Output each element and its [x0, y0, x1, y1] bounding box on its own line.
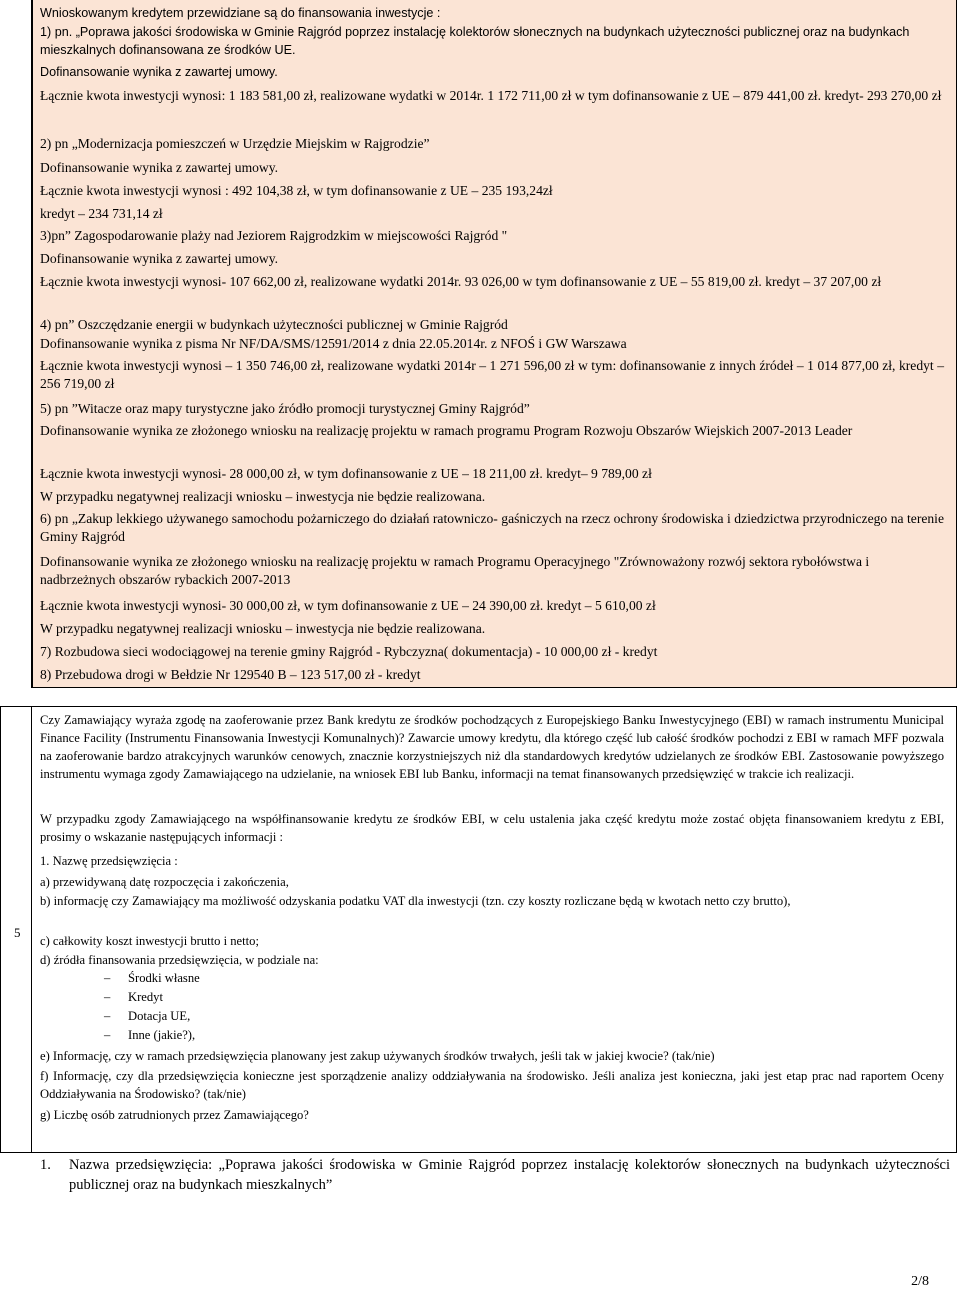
info-item-a: a) przewidywaną datę rozpoczęcia i zakończenia,: [40, 875, 289, 889]
investment-1-funding: Dofinansowanie wynika z zawartej umowy.: [40, 65, 278, 79]
investment-5-title: 5) pn ”Witacze oraz mapy turystyczne jako źródło promocji turystycznej Gminy Rajgród”: [40, 401, 530, 416]
investment-2-funding: Dofinansowanie wynika z zawartej umowy.: [40, 160, 279, 175]
page-number: 2/8: [911, 1274, 929, 1289]
item-text: Nazwa przedsięwzięcia: „Poprawa jakości środowiska w Gminie Rajgród poprzez instalację kolektorów słonecznych na budynkach użyteczności publicznej oraz na budynkach mieszkalnych”: [69, 1157, 950, 1193]
investment-3-amount: Łącznie kwota inwestycji wynosi- 107 662,00 zł, realizowane wydatki 2014r. 93 026,00 w tym dofinansowanie z UE – 55 819,00 zł. kredyt – 37 207,00 zł: [40, 274, 882, 289]
investment-5-amount: Łącznie kwota inwestycji wynosi- 28 000,00 zł, w tym dofinansowanie z UE – 18 211,00 zł. kredyt– 9 789,00 zł: [40, 466, 652, 481]
investment-2-credit: kredyt – 234 731,14 zł: [40, 206, 163, 221]
row-number-cell: [0, 707, 32, 1152]
investment-4-amount: Łącznie kwota inwestycji wynosi – 1 350 746,00 zł, realizowane wydatki 2014r – 1 271 596,00 zł w tym: dofinansowanie z innych źródeł – 1 014 877,00 zł, kredyt – 256 719,00 zł: [40, 358, 944, 391]
ebi-info-request: W przypadku zgody Zamawiającego na współfinansowanie kredytu ze środków EBI, w celu ustalenia jaka część kredytu może zostać objęta finansowaniem kredytu z EBI, prosimy o wskazanie następujących informacji :: [40, 812, 944, 844]
info-item-c: c) całkowity koszt inwestycji brutto i netto;: [40, 934, 259, 948]
investment-7: 7) Rozbudowa sieci wodociągowej na terenie gminy Rajgród - Rybczyzna( dokumentacja) - 10 000,00 zł - kredyt: [40, 644, 658, 659]
info-item-f: f) Informację, czy dla przedsięwzięcia konieczne jest sporządzenie analizy oddziaływania na środowisko. Jeśli analiza jest konieczna, jaki jest etap prac nad raportem Oceny Oddziaływania na Środowisko? (tak/nie): [40, 1069, 944, 1101]
investment-2-amount: Łącznie kwota inwestycji wynosi : 492 104,38 zł, w tym dofinansowanie z UE – 235 193,24zł: [40, 183, 553, 198]
dash-item: – Inne (jakie?),: [104, 1028, 196, 1042]
investment-6-title: 6) pn „Zakup lekkiego używanego samochodu pożarniczego do działań ratowniczo- gaśniczych na rzecz ochrony środowiska i dziedzictwa przyrodniczego na terenie Gminy Rajgród: [40, 511, 944, 544]
info-item-b: b) informację czy Zamawiający ma możliwość odzyskania podatku VAT dla inwestycji (tzn. czy koszty rozliczane będą w kwotach netto czy brutto),: [40, 894, 791, 908]
investment-6-amount: Łącznie kwota inwestycji wynosi- 30 000,00 zł, w tym dofinansowanie z UE – 24 390,00 zł. kredyt – 5 610,00 zł: [40, 598, 656, 613]
dash-item: – Środki własne: [104, 971, 200, 985]
investment-2-title: 2) pn „Modernizacja pomieszczeń w Urzędzie Miejskim w Rajgrodzie”: [40, 136, 430, 151]
info-item-1: 1. Nazwę przedsięwzięcia :: [40, 854, 178, 868]
investment-1-amount: Łącznie kwota inwestycji wynosi: 1 183 581,00 zł, realizowane wydatki w 2014r. 1 172 711,00 zł w tym dofinansowanie z UE – 879 441,00 zł. kredyt- 293 270,00 zł: [40, 88, 942, 103]
investment-3-title: 3)pn” Zagospodarowanie plaży nad Jeziorem Rajgrodzkim w miejscowości Rajgród ": [40, 228, 508, 243]
investment-6-note: W przypadku negatywnej realizacji wniosku – inwestycja nie będzie realizowana.: [40, 621, 486, 636]
row-number: 5: [14, 925, 21, 940]
dash-item: – Dotacja UE,: [104, 1009, 191, 1023]
investment-4-funding: Dofinansowanie wynika z pisma Nr NF/DA/SMS/12591/2014 z dnia 22.05.2014r. z NFOŚ i GW Warszawa: [40, 336, 627, 351]
intro-line: Wnioskowanym kredytem przewidziane są do finansowania inwestycje :: [40, 6, 441, 20]
investment-5-note: W przypadku negatywnej realizacji wniosku – inwestycja nie będzie realizowana.: [40, 489, 486, 504]
investment-3-funding: Dofinansowanie wynika z zawartej umowy.: [40, 251, 279, 266]
investment-8: 8) Przebudowa drogi w Bełdzie Nr 129540 B – 123 517,00 zł - kredyt: [40, 667, 421, 682]
dash-item: – Kredyt: [104, 990, 163, 1004]
investment-5-funding: Dofinansowanie wynika ze złożonego wniosku na realizację projektu w ramach programu Program Rozwoju Obszarów Wiejskich 2007-2013 Leader: [40, 423, 853, 438]
number-column-top: [0, 0, 32, 688]
info-item-d: d) źródła finansowania przedsięwzięcia, w podziale na:: [40, 953, 319, 967]
investment-1-title: 1) pn. „Poprawa jakości środowiska w Gminie Rajgród poprzez instalację kolektorów słonecznych na budynkach użyteczności publicznej oraz na budynkach mieszkalnych dofinansowana ze środków UE.: [40, 25, 910, 57]
investment-4-title: 4) pn” Oszczędzanie energii w budynkach użyteczności publicznej w Gminie Rajgród: [40, 317, 508, 332]
info-item-e: e) Informację, czy w ramach przedsięwzięcia planowany jest zakup używanych środków trwałych, jeśli tak w jakiej kwocie? (tak/nie): [40, 1049, 715, 1063]
ebi-question: Czy Zamawiający wyraża zgodę na zaoferowanie przez Bank kredytu ze środków pochodzących z Europejskiego Banku Inwestycyjnego (EBI) w ramach instrumentu Municipal Finance Facility (Instrumentu Finansowania Inwestycji Komunalnych)? Zawarcie umowy kredytu, dla którego część lub całość środków pochodzi z EBI w ramach MFF pozwala na zaoferowanie bardzo atrakcyjnych warunków cenowych, znacznie korzystniejszych niż dla standardowych kredytów udzielanych ze środków EBI. Zastosowanie powyższego instrumentu wymaga zgody Zamawiającego na udzielanie, na wniosek EBI lub Banku, informacji na temat finansowanych przedsięwzięć w trakcie ich realizacji.: [40, 713, 944, 781]
item-number: 1.: [40, 1157, 51, 1173]
investment-6-funding: Dofinansowanie wynika ze złożonego wniosku na realizację projektu w ramach Programu Operacyjnego "Zrównoważony rozwój sektora rybołówstwa i nadbrzeżnych obszarów rybackich 2007-2013: [40, 554, 870, 587]
info-item-g: g) Liczbę osób zatrudnionych przez Zamawiającego?: [40, 1108, 309, 1122]
